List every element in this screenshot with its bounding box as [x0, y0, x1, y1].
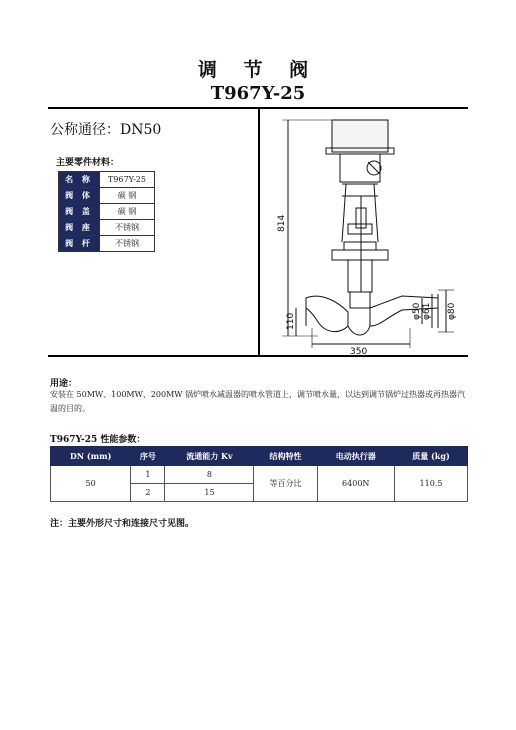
diameter-label: φ50	[412, 302, 422, 320]
materials-heading: 主要零件材料：	[56, 158, 120, 168]
column-header: 质量 (kg)	[394, 447, 467, 466]
material-key: 名 称	[59, 172, 100, 188]
table-header-row	[51, 447, 468, 466]
width-dimension: 350	[350, 347, 368, 354]
footnote: 注：主要外形尺寸和连接尺寸见图。	[50, 519, 195, 529]
kv-cell: 15	[165, 484, 254, 502]
structure-cell: 等百分比	[254, 466, 317, 502]
table-row	[59, 172, 155, 188]
material-key: 阀 座	[59, 220, 100, 236]
actuator-cell: 6400N	[317, 466, 394, 502]
material-key: 阀 体	[59, 188, 100, 204]
kv-cell: 8	[165, 466, 254, 484]
column-header: 结构特性	[254, 447, 317, 466]
column-header: 流通能力 Kv	[165, 447, 254, 466]
table-row	[59, 204, 155, 220]
nominal-diameter: 公称通径：DN50	[50, 122, 162, 138]
usage-text: 安装在 50MW、100MW、200MW 锅炉喷水减温器的喷水管道上，调节喷水量，以达到调节锅炉过热器或再热器汽温的目的。	[50, 390, 466, 413]
material-key: 阀 盖	[59, 204, 100, 220]
table-row	[51, 466, 468, 484]
material-value: 不锈钢	[100, 220, 155, 236]
model-title: T967Y-25	[210, 83, 306, 104]
table-row	[59, 220, 155, 236]
material-key: 阀 杆	[59, 236, 100, 252]
column-header: DN (mm)	[51, 447, 131, 466]
table-row	[59, 236, 155, 252]
material-value: 碳 钢	[100, 188, 155, 204]
performance-heading: T967Y-25 性能参数：	[50, 435, 146, 445]
page-title: 调 节 阀	[197, 59, 319, 81]
diameter-label: φ80	[447, 302, 457, 320]
mass-cell: 110.5	[394, 466, 467, 502]
performance-table	[50, 446, 468, 502]
base-height-dimension: 110	[286, 312, 296, 330]
dn-cell: 50	[51, 466, 131, 502]
materials-table	[58, 171, 155, 252]
column-header: 序号	[131, 447, 165, 466]
height-dimension: 814	[277, 214, 287, 232]
table-row	[59, 188, 155, 204]
valve-drawing	[262, 112, 467, 354]
column-header: 电动执行器	[317, 447, 394, 466]
no-cell: 1	[131, 466, 165, 484]
material-value: 碳 钢	[100, 204, 155, 220]
usage-heading: 用途：	[50, 379, 78, 389]
no-cell: 2	[131, 484, 165, 502]
diameter-label: φ61	[422, 302, 432, 320]
material-value: 不锈钢	[100, 236, 155, 252]
material-value: T967Y-25	[100, 172, 155, 188]
vertical-divider	[258, 107, 260, 357]
